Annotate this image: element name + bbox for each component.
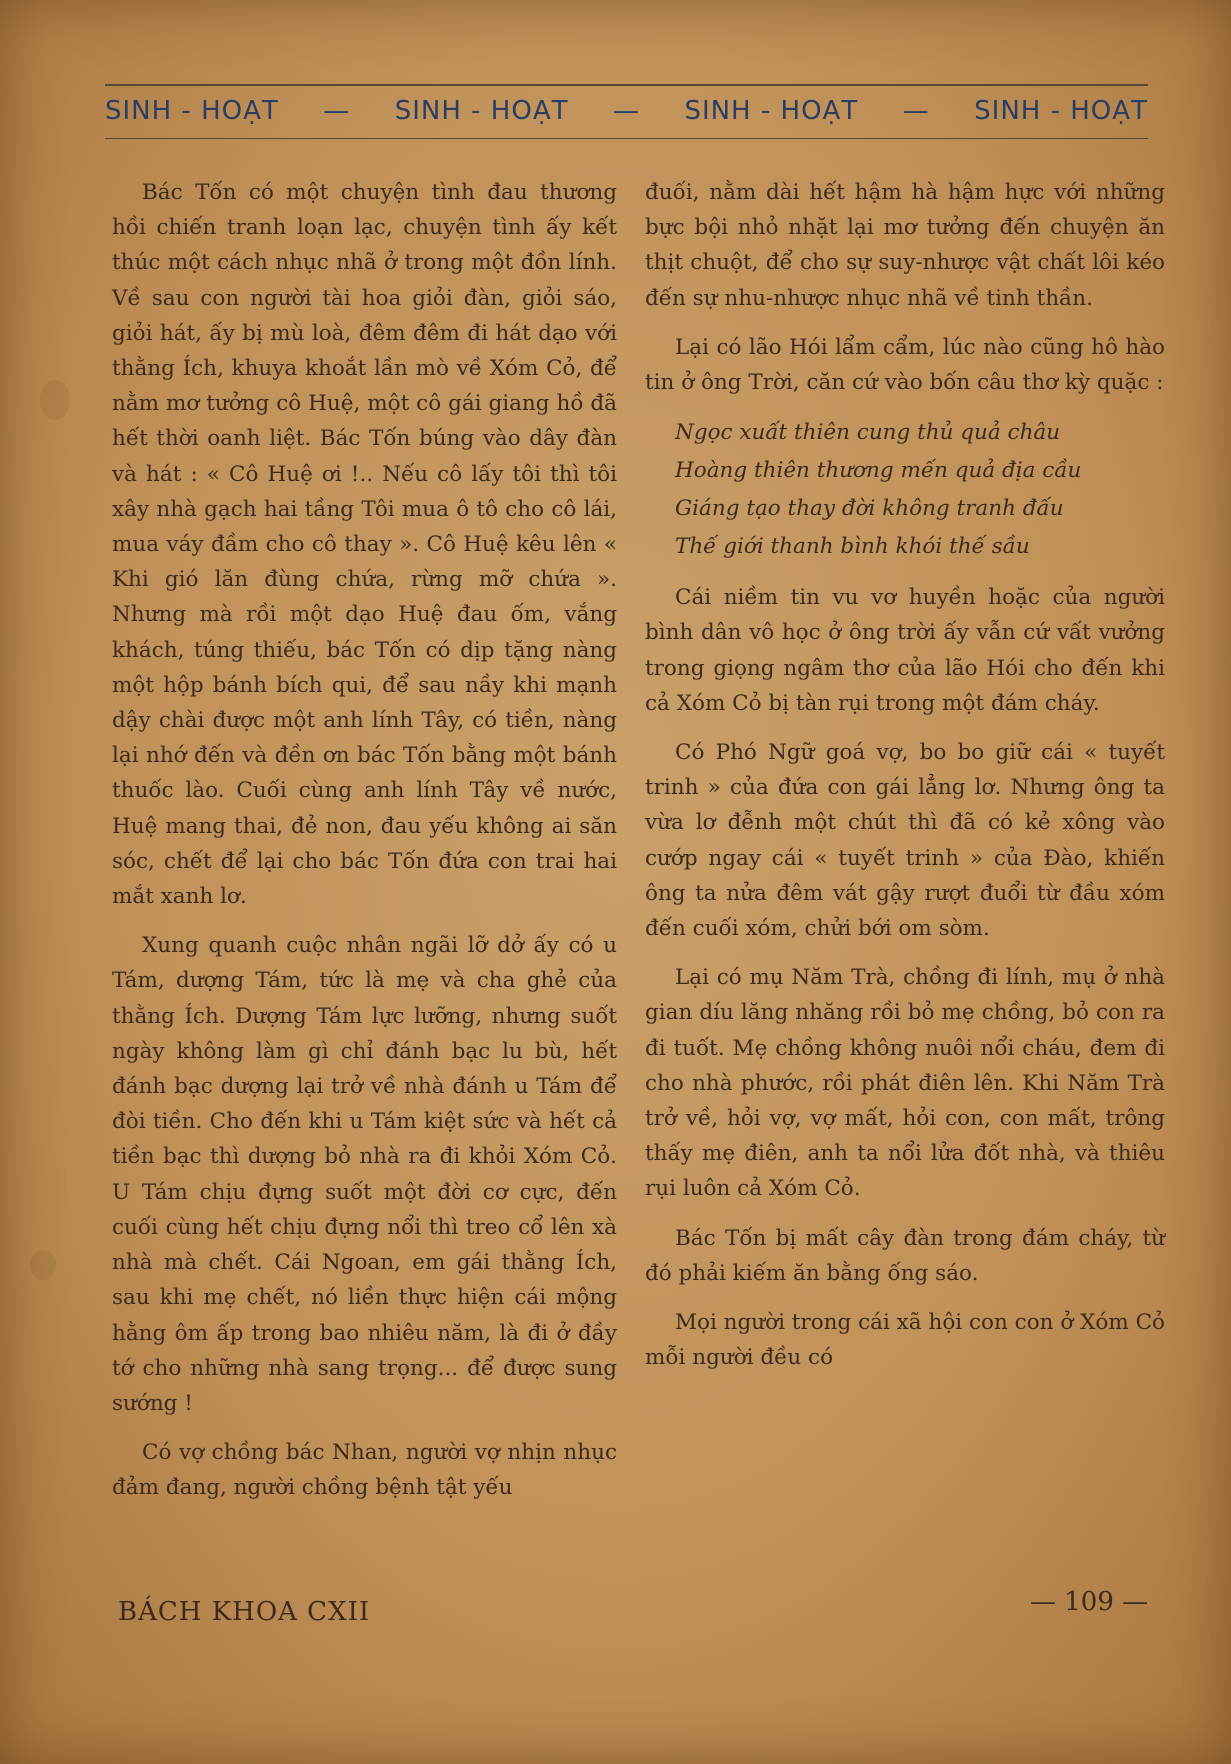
- header-item: SINH - HOẠT: [684, 96, 859, 126]
- header-item: SINH - HOẠT: [105, 96, 279, 126]
- paper-stain: [40, 380, 70, 420]
- paragraph: Xung quanh cuộc nhân ngãi lỡ dở ấy có u Tám, dượng Tám, tức là mẹ và cha ghẻ của thằng Ích. Dượng Tám lực lưỡng, nhưng suốt ngày không làm gì chỉ đánh bạc lu bù, hết đánh bạc dượng lại trở về nhà đánh u Tám để đòi tiền. Cho đến khi u Tám kiệt sức và hết cả tiền bạc thì dượng bỏ nhà ra đi khỏi Xóm Cỏ. U Tám chịu đựng suốt một đời cơ cực, đến cuối cùng hết chịu đựng nổi thì treo cổ lên xà nhà mà chết. Cái Ngoan, em gái thằng Ích, sau khi mẹ chết, nó liền thực hiện cái mộng hằng ôm ấp trong bao nhiêu năm, là đi ở đầy tớ cho những nhà sang trọng... để được sung sướng !: [112, 933, 617, 1416]
- paragraph: Cái niềm tin vu vơ huyền hoặc của người bình dân vô học ở ông trời ấy vẫn cứ vất vưởng trong giọng ngâm thơ của lão Hói cho đến khi cả Xóm Cỏ bị tàn rụi trong một đám cháy.: [645, 585, 1165, 716]
- header-item: SINH - HOẠT: [974, 96, 1148, 126]
- header-bottom-rule: [105, 138, 1148, 139]
- paragraph: Bác Tốn có một chuyện tình đau thương hồi chiến tranh loạn lạc, chuyện tình ấy kết thúc một cách nhục nhã ở trong một đồn lính. Về sau con người tài hoa giỏi đàn, giỏi sáo, giỏi hát, ấy bị mù loà, đêm đêm đi hát dạo với thằng Ích, khuya khoắt lần mò về Xóm Cỏ, để nằm mơ tưởng cô Huệ, một cô gái giang hồ đã hết thời oanh liệt. Bác Tốn búng vào dây đàn và hát : « Cô Huệ ơi !.. Nếu cô lấy tôi thì tôi xây nhà gạch hai tầng Tôi mua ô tô cho cô lái, mua váy đầm cho cô thay ». Cô Huệ kêu lên « Khi gió lăn đùng chứa, rừng mỡ chứa ». Nhưng mà rồi một dạo Huệ đau ốm, vắng khách, túng thiếu, bác Tốn có dịp tặng nàng một hộp bánh bích qui, để sau nầy khi mạnh dậy chài được một anh lính Tây, có tiền, nàng lại nhớ đến và đền ơn bác Tốn bằng một bánh thuốc lào. Cuối cùng anh lính Tây về nước, Huệ mang thai, đẻ non, đau yếu không ai săn sóc, chết để lại cho bác Tốn đứa con trai hai mắt xanh lơ.: [112, 180, 617, 910]
- paragraph: Lại có lão Hói lẩm cẩm, lúc nào cũng hô hào tin ở ông Trời, căn cứ vào bốn câu thơ kỳ quặc :: [645, 334, 1165, 396]
- header-separator: —: [323, 96, 351, 126]
- header-separator: —: [612, 96, 640, 126]
- header-separator: —: [902, 96, 930, 126]
- paragraph: Có vợ chồng bác Nhan, người vợ nhịn nhục đảm đang, người chồng bệnh tật yếu: [112, 1440, 617, 1501]
- header-item: SINH - HOẠT: [394, 96, 569, 126]
- paper-stain: [30, 1250, 56, 1280]
- publication-name: BÁCH KHOA CXII: [118, 1597, 371, 1627]
- poem-line: Giáng tạo thay đời không tranh đấu: [675, 496, 1064, 522]
- paragraph: Lại có mụ Năm Trà, chồng đi lính, mụ ở nhà gian díu lăng nhăng rồi bỏ mẹ chồng, bỏ con ra đi tuốt. Mẹ chồng không nuôi nổi cháu, đem đi cho nhà phước, rồi phát điên lên. Khi Năm Trà trở về, hỏi vợ, vợ mất, hỏi con, con mất, trông thấy mẹ điên, anh ta nổi lửa đốt nhà, và thiêu rụi luôn cả Xóm Cỏ.: [645, 965, 1165, 1202]
- paragraph: Mọi người trong cái xã hội con con ở Xóm Cỏ mỗi người đều có: [645, 1310, 1165, 1371]
- right-column: [645, 175, 1165, 1389]
- left-column: [112, 175, 617, 1520]
- poem-line: Hoàng thiên thương mến quả địa cầu: [675, 458, 1082, 484]
- poem-line: Ngọc xuất thiên cung thủ quả châu: [675, 420, 1061, 446]
- section-header: [105, 96, 1148, 126]
- page-number: — 109 —: [1030, 1587, 1149, 1617]
- header-top-rule: [105, 84, 1148, 86]
- paragraph: Bác Tốn bị mất cây đàn trong đám cháy, từ đó phải kiếm ăn bằng ống sáo.: [645, 1225, 1165, 1286]
- poem-line: Thế giới thanh bình khói thế sầu: [675, 534, 1030, 560]
- paragraph: Có Phó Ngữ goá vợ, bo bo giữ cái « tuyết trinh » của đứa con gái lẳng lơ. Nhưng ông ta vừa lơ đễnh một chút thì đã có kẻ xông vào cướp ngay cái « tuyết trinh » của Đào, khiến ông ta nửa đêm vát gậy rượt đuổi từ đầu xóm đến cuối xóm, chửi bới om sòm.: [645, 740, 1165, 942]
- paragraph: đuối, nằm dài hết hậm hà hậm hực với những bực bội nhỏ nhặt lại mơ tưởng đến chuyện ăn thịt chuột, để cho sự suy-nhược vật chất lôi kéo đến sự nhu-nhược nhục nhã về tinh thần.: [645, 180, 1165, 311]
- poem: [675, 414, 1165, 566]
